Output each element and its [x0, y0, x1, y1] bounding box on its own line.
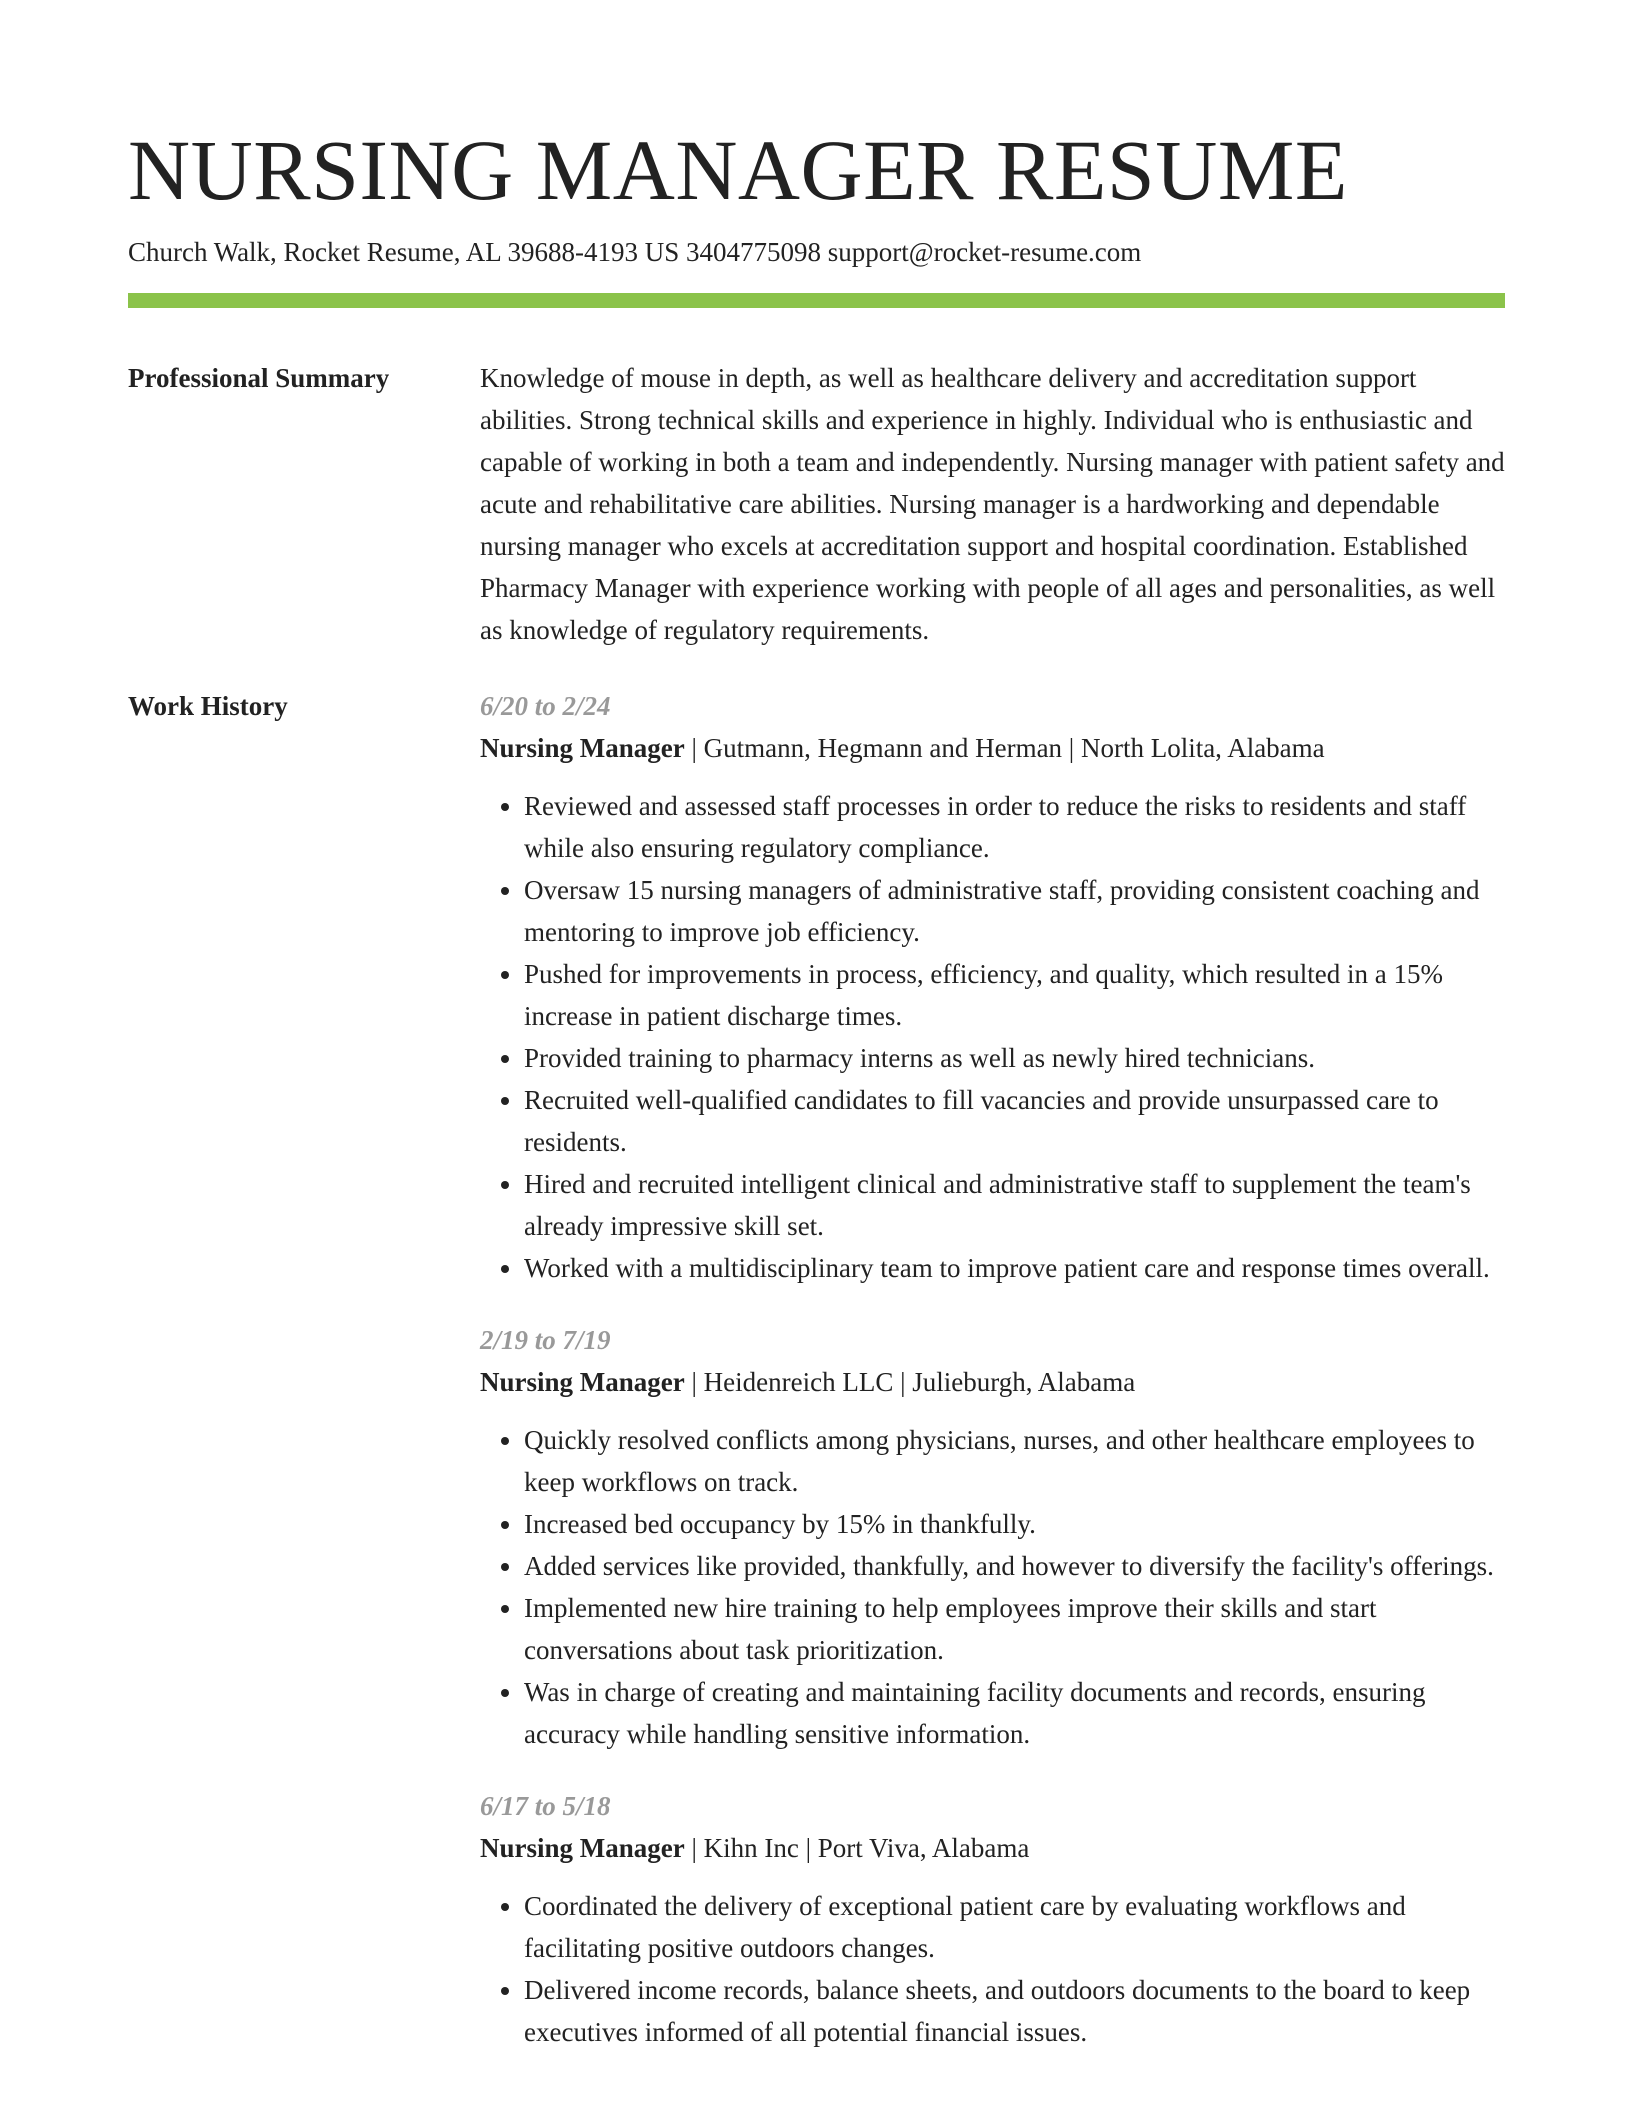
job-title: Nursing Manager	[480, 733, 685, 763]
summary-text: Knowledge of mouse in depth, as well as healthcare delivery and accreditation support abilities. Strong technical skills and experience in highly. Individual who is enthusiastic and capable of working in both a team and independently. Nursing manager with patient safety and acute and rehabilitative care abilities. Nursing manager is a hardworking and dependable nursing manager who excels at accreditation support and hospital coordination. Established Pharmacy Manager with experience working with people of all ages and personalities, as well as knowledge of regulatory requirements.	[480, 363, 1505, 645]
job-bullet: • Recruited well-qualified candidates to fill vacancies and provide unsurpassed care to residents.	[524, 1079, 1505, 1163]
job-bullet: • Added services like provided, thankfully, and however to diversify the facility's offerings.	[524, 1545, 1505, 1587]
work-history-list	[480, 685, 1505, 2053]
job-bullet: • Increased bed occupancy by 15% in thankfully.	[524, 1503, 1505, 1545]
job-employer-location: | Kihn Inc | Port Viva, Alabama	[684, 1833, 1030, 1863]
job-heading	[480, 1827, 1505, 1869]
job-bullet: • Provided training to pharmacy interns as well as newly hired technicians.	[524, 1037, 1505, 1079]
job-entry	[480, 685, 1505, 1289]
accent-divider	[128, 293, 1505, 308]
job-bullet: • Reviewed and assessed staff processes in order to reduce the risks to residents and staff while also ensuring regulatory compliance.	[524, 785, 1505, 869]
job-bullet: • Oversaw 15 nursing managers of administrative staff, providing consistent coaching and mentoring to improve job efficiency.	[524, 869, 1505, 953]
job-heading	[480, 727, 1505, 769]
job-bullet: • Delivered income records, balance sheets, and outdoors documents to the board to keep executives informed of all potential financial issues.	[524, 1969, 1505, 2053]
job-bullet: • Quickly resolved conflicts among physicians, nurses, and other healthcare employees to keep workflows on track.	[524, 1419, 1505, 1503]
job-dates: 2/19 to 7/19	[480, 1325, 611, 1355]
job-dates: 6/17 to 5/18	[480, 1791, 611, 1821]
job-bullet: • Worked with a multidisciplinary team to improve patient care and response times overall.	[524, 1247, 1505, 1289]
resume-page	[128, 118, 1505, 2053]
job-bullet: • Was in charge of creating and maintaining facility documents and records, ensuring accuracy while handling sensitive information.	[524, 1671, 1505, 1755]
job-employer-location: | Gutmann, Hegmann and Herman | North Lolita, Alabama	[684, 733, 1325, 763]
job-dates: 6/20 to 2/24	[480, 691, 611, 721]
job-bullet: • Coordinated the delivery of exceptional patient care by evaluating workflows and facilitating positive outdoors changes.	[524, 1885, 1505, 1969]
job-bullet-list	[480, 785, 1505, 1289]
contact-line: Church Walk, Rocket Resume, AL 39688-4193 US 3404775098 support@rocket-resume.com	[128, 237, 1142, 267]
job-title: Nursing Manager	[480, 1833, 685, 1863]
job-entry	[480, 1785, 1505, 2053]
section-heading-summary: Professional Summary	[128, 363, 390, 393]
work-history-section	[128, 685, 1505, 2053]
job-employer-location: | Heidenreich LLC | Julieburgh, Alabama	[684, 1367, 1136, 1397]
job-heading	[480, 1361, 1505, 1403]
resume-title: NURSING MANAGER RESUME	[128, 122, 1348, 218]
job-bullet: • Pushed for improvements in process, efficiency, and quality, which resulted in a 15% increase in patient discharge times.	[524, 953, 1505, 1037]
section-heading-work-history: Work History	[128, 691, 288, 721]
job-bullet: • Hired and recruited intelligent clinical and administrative staff to supplement the team's already impressive skill set.	[524, 1163, 1505, 1247]
professional-summary-section	[128, 357, 1505, 651]
job-bullet-list	[480, 1419, 1505, 1755]
job-bullet: • Implemented new hire training to help employees improve their skills and start conversations about task prioritization.	[524, 1587, 1505, 1671]
job-entry	[480, 1319, 1505, 1755]
job-bullet-list	[480, 1885, 1505, 2053]
job-title: Nursing Manager	[480, 1367, 685, 1397]
